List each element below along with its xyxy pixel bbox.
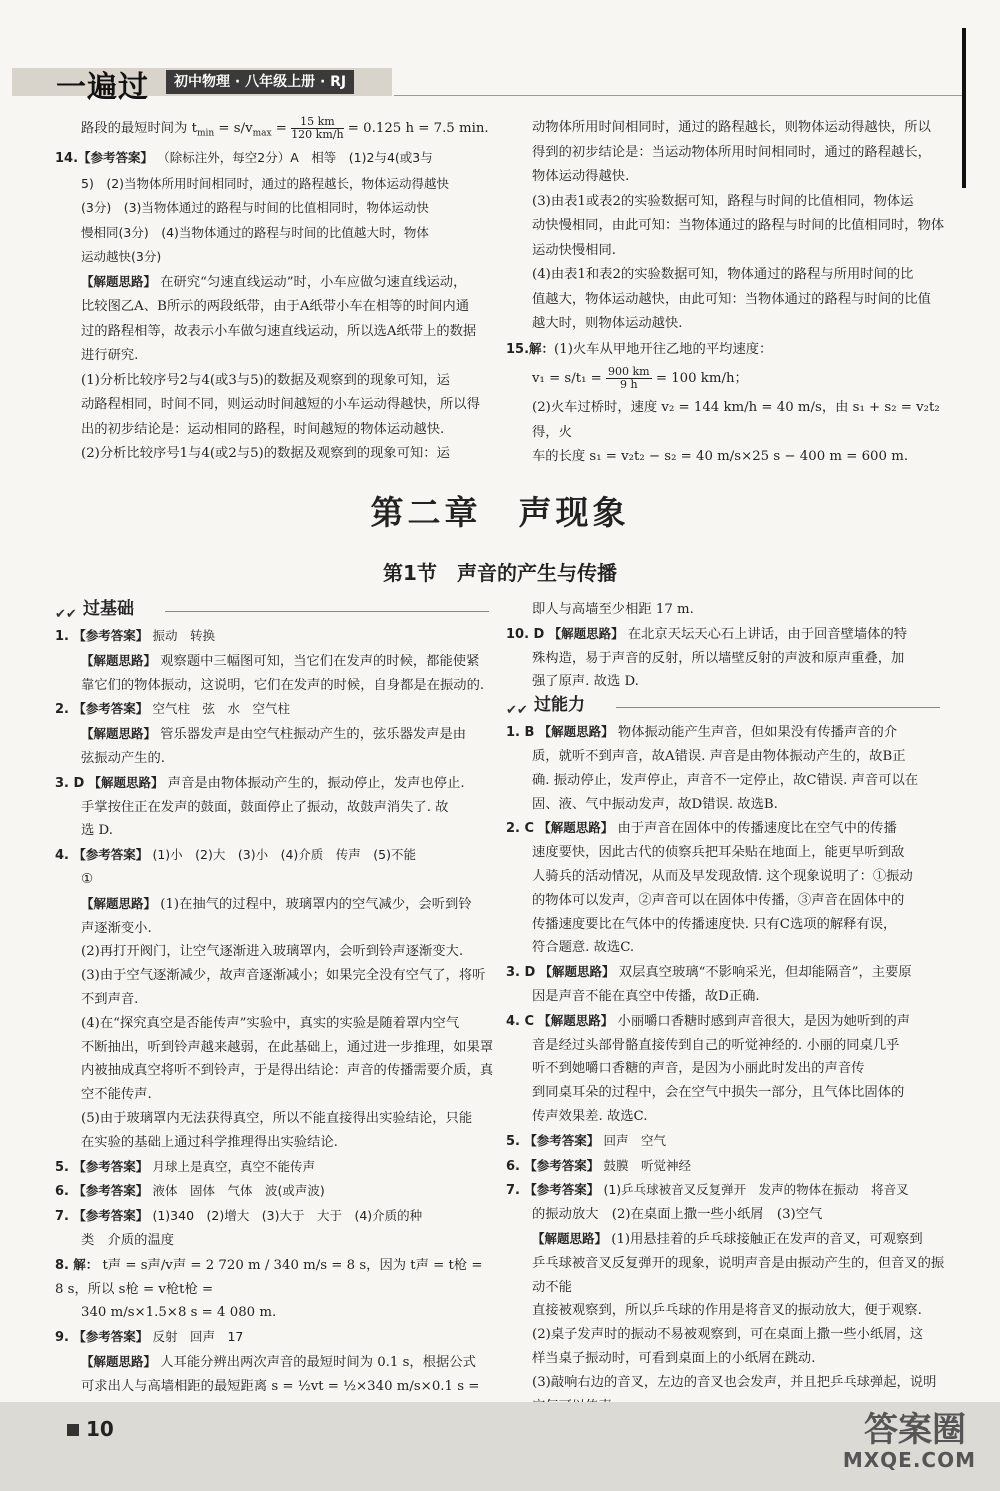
text-line: 比较图乙A、B所示的两段纸带，由于A纸带小车在相等的时间内通 — [81, 299, 469, 315]
text-line: 样当桌子振动时，可看到桌面上的小纸屑在跳动. — [532, 1350, 816, 1366]
text-line: 在实验的基础上通过科学推理得出实验结论. — [81, 1134, 338, 1150]
page-marker — [67, 1424, 79, 1436]
text-line: 340 m/s×1.5×8 s = 4 080 m. — [81, 1305, 277, 1321]
text-line: 【解题思路】 (1)在抽气的过程中，玻璃罩内的空气减少，会听到铃 — [81, 895, 472, 912]
question-item: 9. 【参考答案】 反射 回声 17 — [55, 1329, 244, 1346]
page-number: 10 — [86, 1417, 114, 1441]
text-line: 质，就听不到声音，故A错误. 声音是由物体振动产生的，故B正 — [532, 748, 906, 764]
page-header — [0, 62, 1000, 105]
text-line: 空不能传声. — [81, 1087, 152, 1103]
header-rule — [394, 95, 964, 96]
text-line: 靠它们的物体振动，这说明，它们在发声的时候，自身都是在振动的. — [81, 677, 485, 693]
text-line: 到同桌耳朵的过程中，会在空气中损失一部分，且气体比固体的 — [532, 1085, 905, 1101]
watermark-logo: 答案圈 — [864, 1410, 966, 1450]
question-item: 7. 【参考答案】 (1)340 (2)增大 (3)大于 大于 (4)介质的种 — [55, 1208, 423, 1225]
text-line: 进行研究. — [81, 348, 139, 364]
text-line: 动快慢相同，由此可知：当物体通过的路程与时间的比值相同时，物体 — [532, 218, 945, 233]
text-line: 强了原声. 故选 D. — [532, 674, 639, 690]
text-line: 可求出人与高墙相距的最短距离 s = ½vt = ½×340 m/s×0.1 s = — [81, 1378, 480, 1394]
fraction: $\frac{900 km}{9 h}$ — [608, 365, 650, 391]
text-line: (3)敲响右边的音叉，左边的音叉也会发声，并且把乒乓球弹起，说明 — [532, 1374, 937, 1390]
text-line: 【解题思路】 人耳能分辨出两次声音的最短时间为 0.1 s，根据公式 — [81, 1353, 476, 1370]
section-title: 第1节 声音的产生与传播 — [383, 561, 617, 585]
text-line: 符合题意. 故选C. — [532, 940, 635, 956]
text-line: (1)分析比较序号2与4(或3与5)的数据及观察到的现象可知，运 — [81, 372, 450, 388]
question-item: 6. 【参考答案】 鼓膜 听觉神经 — [506, 1157, 691, 1174]
question-item: 1. 【参考答案】 振动 转换 — [55, 628, 215, 644]
text-line: 慢相同(3分) (4)当物体通过的路程与时间的比值越大时，物体 — [81, 224, 429, 240]
text-line: (3)由表1或表2的实验数据可知，路程与时间的比值相同，物体运 — [532, 193, 914, 209]
text-line: (5)由于玻璃罩内无法获得真空，所以不能直接得出实验结论，只能 — [81, 1110, 473, 1126]
text-line: 速度要快，因此古代的侦察兵把耳朵贴在地面上，能更早听到敌 — [532, 845, 905, 861]
text-line: 越大时，则物体运动越快. — [532, 316, 683, 331]
divider — [165, 611, 489, 612]
text-line: 动路程相同，时间不同，则运动时间越短的小车运动得越快，所以得 — [81, 397, 480, 413]
text-line: (3)由于空气逐渐减少，故声音逐渐减小；如果完全没有空气了，将听 — [81, 968, 486, 984]
text-line: 人骑兵的活动情况，从而及早发现敌情. 这个现象说明了：①振动 — [532, 868, 913, 884]
question-15: 15.解：(1)火车从甲地开往乙地的平均速度： — [506, 340, 773, 357]
top-right-column — [506, 116, 946, 470]
question-item: 7. 【参考答案】 (1)乒乓球被音叉反复弹开 发声的物体在振动 将音叉 — [506, 1182, 909, 1199]
text-line: 因是声音不能在真空中传播，故D正确. — [532, 988, 760, 1004]
question-14: 14.【参考答案】 （除标注外，每空2分）A 相等 (1)2与4(或3与 — [55, 150, 433, 167]
question-item: 1. B 【解题思路】 物体振动能产生声音，但如果没有传播声音的介 — [506, 724, 898, 741]
answer-list — [506, 720, 946, 1443]
text-line: 【解题思路】 (1)用悬挂着的乒乓球接触正在发声的音叉，可观察到 — [532, 1230, 923, 1247]
text-line: 直接被观察到，所以乒乓球的作用是将音叉的振动放大，便于观察. — [532, 1303, 922, 1319]
book-tag: 初中物理 · 八年级上册 · RJ — [166, 70, 354, 94]
text-line: 选 D. — [81, 823, 113, 839]
fraction: $\frac{15 km}{120 km/h}$ — [291, 115, 344, 141]
text-line: ① — [81, 871, 93, 887]
question-10: 10. D 【解题思路】 在北京天坛天心石上讲话，由于回音壁墙体的特 — [506, 625, 908, 642]
text-line: 传播速度要比在气体中的传播速度快. 只有C选项的解释有误， — [532, 916, 897, 932]
text-line: 车的长度 s₁ = v₂t₂ − s₂ = 40 m/s×25 s − 400 m = 600 m. — [532, 449, 909, 464]
text-line: 动物体所用时间相同时，通过的路程越长，则物体运动得越快，所以 — [532, 120, 931, 135]
text-line: 声逐渐变小. — [81, 920, 152, 936]
text-line: 即人与高墙至少相距 17 m. — [532, 602, 694, 617]
chapter-title: 第二章 声现象 — [370, 493, 630, 532]
text-line: 的振动放大 (2)在桌面上撒一些小纸屑 (3)空气 — [532, 1207, 823, 1223]
text-line: 听不到她嚼口香糖的声音，是因为小丽此时发出的声音传 — [532, 1061, 865, 1077]
text-line: 【解题思路】 观察题中三幅图可知，当它们在发声的时候，都能使紧 — [81, 652, 480, 669]
question-item: 2. 【参考答案】 空气柱 弦 水 空气柱 — [55, 701, 290, 718]
text-line: (2)再打开阀门，让空气逐渐进入玻璃罩内，会听到铃声逐渐变大. — [81, 944, 464, 960]
leaf-icon: ✔✔ — [55, 607, 77, 622]
subsection-header: ✔✔ 过基础 — [55, 598, 495, 624]
text-line: 得到的初步结论是：当运动物体所用时间相同时，通过的路程越长， — [532, 144, 931, 160]
subsection-header: ✔✔ 过能力 — [506, 694, 946, 720]
text-line: (3分) (3)当物体通过的路程与时间的比值相同时，物体运动快 — [81, 200, 429, 216]
question-item: 6. 【参考答案】 液体 固体 气体 波(或声波) — [55, 1183, 325, 1200]
answer-list — [55, 624, 495, 1422]
question-item: 3. D 【解题思路】 声音是由物体振动产生的，振动停止，发声也停止. — [55, 774, 465, 791]
text-line: 弦振动产生的. — [81, 750, 166, 766]
text-line: 音是经过头部骨骼直接传到自己的听觉神经的. 小丽的同桌几乎 — [532, 1037, 900, 1053]
question-item: 5. 【参考答案】 回声 空气 — [506, 1132, 666, 1149]
edge-bar — [962, 28, 966, 188]
text-line: 路段的最短时间为 $t_{min} = s/v_{max}$ = $\frac{15 km}{120 km/h}$ = 0.125 h = 7.5 min. — [81, 115, 489, 141]
text-line: 【解题思路】 在研究“匀速直线运动”时，小车应做匀速直线运动， — [81, 273, 467, 290]
text-line: (2)火车过桥时，速度 v₂ = 144 km/h = 40 m/s，由 s₁ + s₂ = v₂t₂ 得，火 — [532, 400, 940, 440]
text-line: 的物体可以发声，②声音可以在固体中传播，③声音在固体中的 — [532, 892, 905, 908]
text-line: (2)桌子发声时的振动不易被观察到，可在桌面上撒一些小纸屑，这 — [532, 1327, 924, 1343]
top-left-column — [55, 116, 495, 467]
text-line: 值越大，物体运动越快，由此可知：当物体通过的路程与时间的比值 — [532, 291, 931, 307]
text-line: 不到声音. — [81, 991, 139, 1007]
text-line: 物体运动得越快. — [532, 169, 630, 184]
text-line: 固、液、气中振动发声，故D错误. 故选B. — [532, 796, 778, 812]
text-line: 类 介质的温度 — [81, 1232, 175, 1248]
question-item: 5. 【参考答案】 月球上是真空，真空不能传声 — [55, 1158, 315, 1175]
brand-logo: 一遍过 — [56, 70, 149, 105]
text-line: 5) (2)当物体所用时间相同时，通过的路程越长，物体运动得越快 — [81, 175, 450, 191]
ability-column — [506, 598, 946, 1443]
footer-band — [0, 1402, 1000, 1491]
text-line: 确. 振动停止，发声停止，声音不一定停止，故C错误. 声音可以在 — [532, 772, 919, 788]
question-item: 8. 解： t声 = s声/v声 = 2 720 m / 340 m/s = 8 s，因为 t声 = t枪 = 8 s，所以 s枪 = v枪t枪 = — [55, 1256, 483, 1297]
text-line: (4)由表1和表2的实验数据可知，物体通过的路程与所用时间的比 — [532, 267, 914, 282]
text-line: 乒乓球被音叉反复弹开的现象，说明声音是由振动产生的，但音叉的振动不能 — [532, 1255, 945, 1295]
text-line: 殊构造，易于声音的反射，所以墙壁反射的声波和原声重叠，加 — [532, 650, 905, 666]
question-item: 4. C 【解题思路】 小丽嚼口香糖时感到声音很大，是因为她听到的声 — [506, 1012, 911, 1029]
text-line: 传声效果差. 故选C. — [532, 1108, 648, 1124]
question-item: 4. 【参考答案】 (1)小 (2)大 (3)小 (4)介质 传声 (5)不能 — [55, 847, 417, 864]
text-line: (2)分析比较序号1与4(或2与5)的数据及观察到的现象可知：运 — [81, 446, 450, 462]
question-item: 2. C 【解题思路】 由于声音在固体中的传播速度比在空气中的传播 — [506, 820, 897, 837]
text-line: 出的初步结论是：运动相同的路程，时间越短的物体运动越快. — [81, 421, 445, 437]
text-line: 手掌按住正在发声的鼓面，鼓面停止了振动，故鼓声消失了. 故 — [81, 799, 449, 815]
text-line: 不断抽出，听到铃声越来越弱，在此基础上，通过进一步推理，如果罩 — [81, 1039, 494, 1055]
divider — [616, 707, 940, 708]
text-line: 内被抽成真空将听不到铃声，于是得出结论：声音的传播需要介质，真 — [81, 1063, 494, 1079]
question-item: 3. D 【解题思路】 双层真空玻璃“不影响采光，但却能隔音”，主要原 — [506, 964, 912, 981]
text-line: 运动越快(3分) — [81, 249, 162, 265]
equation-line: v₁ = s/t₁ = $\frac{900 km}{9 h}$ = 100 km/h； — [532, 365, 748, 391]
text-line: 过的路程相等，故表示小车做匀速直线运动，所以选A纸带上的数据 — [81, 323, 477, 339]
text-line: (4)在“探究真空是否能传声”实验中，真实的实验是随着罩内空气 — [81, 1015, 460, 1031]
leaf-icon: ✔✔ — [506, 703, 528, 719]
watermark-url: MXQE.COM — [842, 1448, 976, 1472]
text-line: 【解题思路】 管乐器发声是由空气柱振动产生的，弦乐器发声是由 — [81, 726, 467, 743]
basics-column — [55, 598, 495, 1422]
text-line: 运动快慢相同. — [532, 242, 617, 258]
